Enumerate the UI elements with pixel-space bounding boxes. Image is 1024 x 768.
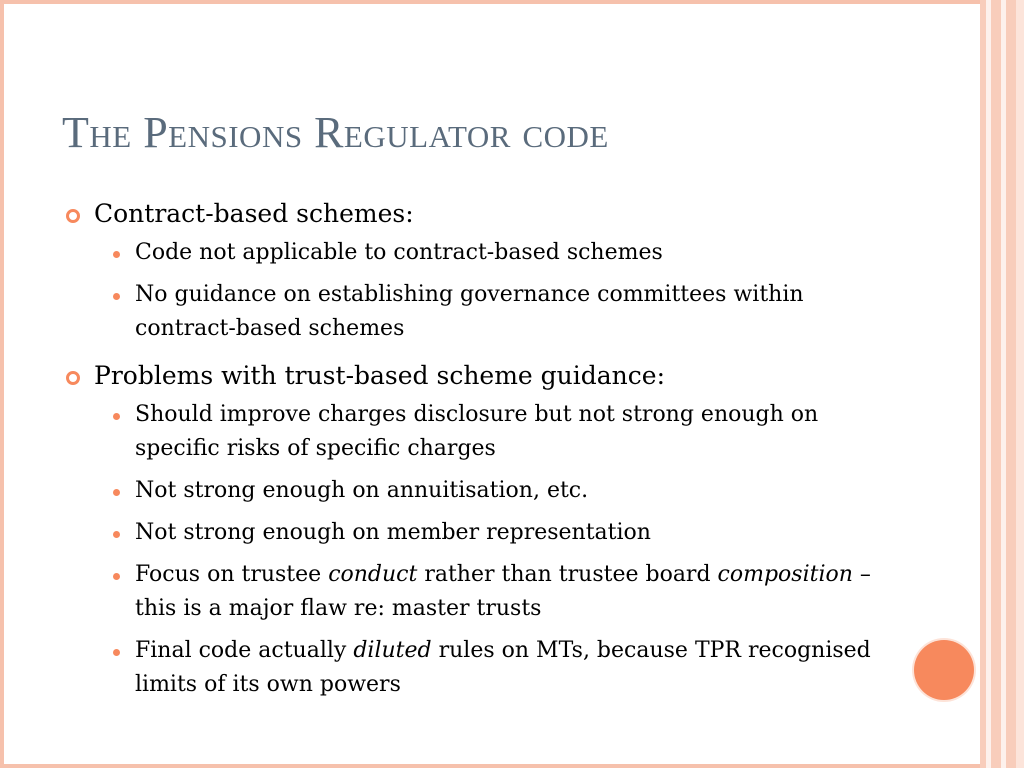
section-trust-based [66, 358, 906, 702]
list-item-text: Should improve charges disclosure but not strong enough on specific risks of specific charges [135, 402, 819, 461]
list-item-text: No guidance on establishing governance committees within contract-based schemes [135, 282, 804, 341]
list-item-text: Not strong enough on annuitisation, etc. [135, 478, 589, 503]
dot-bullet-icon [113, 293, 120, 300]
ring-bullet-icon [66, 209, 80, 223]
ring-bullet-icon [66, 371, 80, 385]
list-item [93, 474, 906, 508]
list-item [93, 516, 906, 550]
text-run: Final code actually [135, 638, 354, 663]
list-item-text: Code not applicable to contract-based schemes [135, 240, 663, 265]
list-item [93, 236, 906, 270]
text-run: – this is a major flaw re: master trusts [135, 562, 871, 621]
list-item [93, 278, 906, 346]
bullet-list [66, 196, 906, 702]
dot-bullet-icon [113, 649, 120, 656]
decorative-stripe [991, 0, 1001, 768]
text-run: Focus on trustee [135, 562, 329, 587]
slide-border-bottom [0, 764, 980, 768]
dot-bullet-icon [113, 413, 120, 420]
list-item-text [135, 638, 871, 697]
dot-bullet-icon [113, 573, 120, 580]
section-contract-based [66, 196, 906, 346]
text-run: rules on MTs, because TPR recognised limits of its own powers [135, 638, 871, 697]
emphasis-composition: composition [717, 562, 853, 587]
text-run: rather than trustee board [417, 562, 718, 587]
dot-bullet-icon [113, 489, 120, 496]
slide-border-left [0, 0, 4, 768]
sub-bullet-list [94, 398, 906, 702]
list-item [93, 558, 906, 626]
dot-bullet-icon [113, 251, 120, 258]
decorative-circle-icon [914, 640, 974, 700]
list-item [93, 398, 906, 466]
section-heading: Problems with trust-based scheme guidance: [94, 361, 665, 390]
decorative-stripe [1016, 0, 1024, 768]
slide-title: The Pensions Regulator code [62, 108, 609, 157]
slide-border-top [0, 0, 980, 4]
emphasis-conduct: conduct [328, 562, 418, 587]
decorative-stripe [1006, 0, 1016, 768]
sub-bullet-list [94, 236, 906, 346]
dot-bullet-icon [113, 531, 120, 538]
list-item-text: Not strong enough on member representation [135, 520, 651, 545]
list-item [93, 634, 906, 702]
emphasis-diluted: diluted [353, 638, 432, 663]
list-item-text [135, 562, 871, 621]
section-heading: Contract-based schemes: [94, 199, 414, 228]
